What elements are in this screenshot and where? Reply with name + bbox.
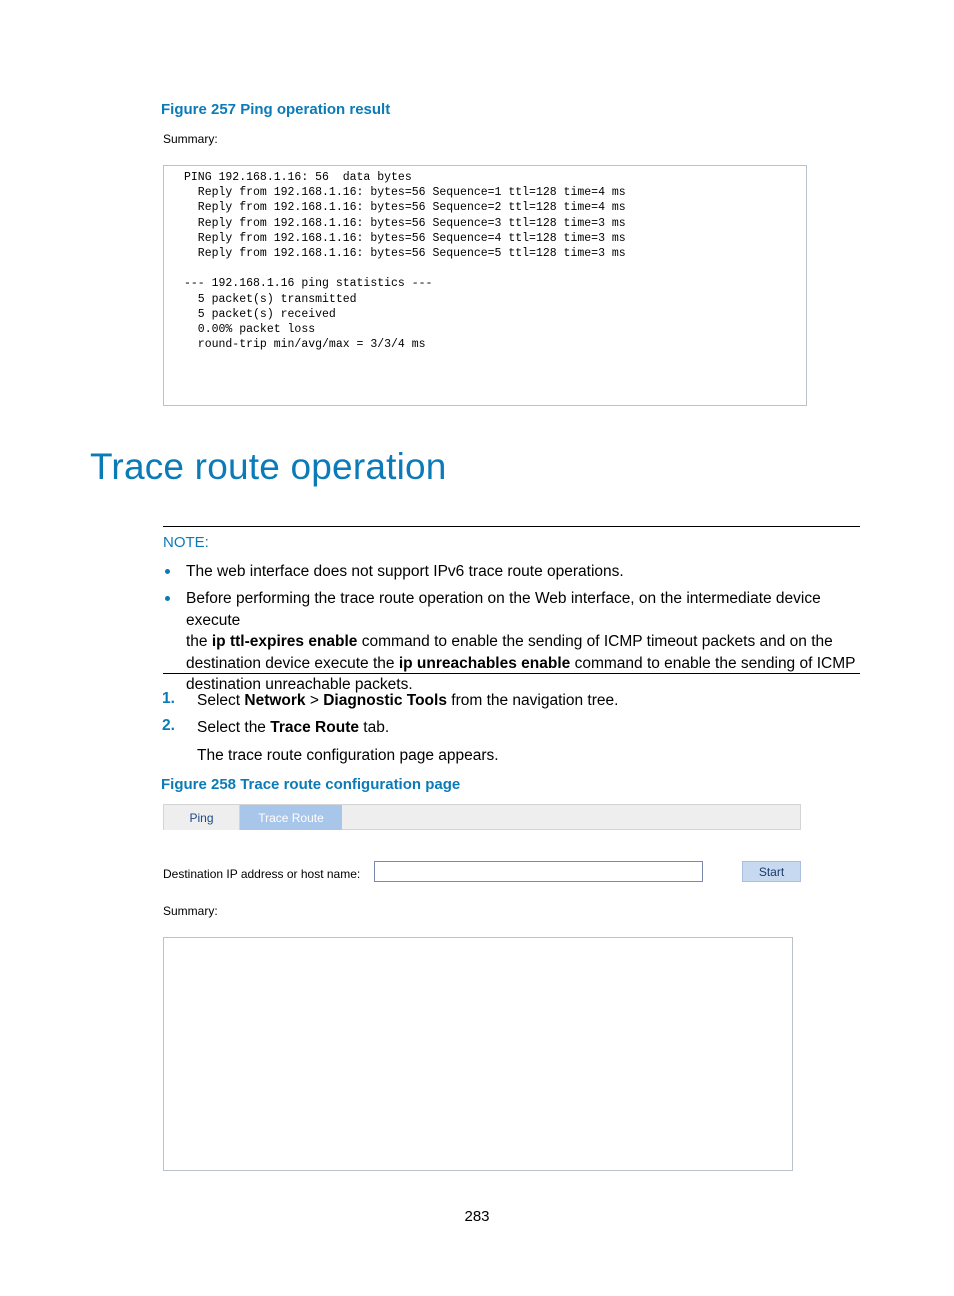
step-1-number: 1. bbox=[162, 690, 175, 707]
start-button[interactable]: Start bbox=[742, 861, 801, 882]
note-bullet-2-line-4: destination unreachable packets. bbox=[186, 676, 413, 693]
figure-257-caption: Figure 257 Ping operation result bbox=[161, 101, 391, 118]
note-bottom-rule bbox=[163, 673, 860, 674]
text: tab. bbox=[358, 719, 390, 736]
page-number: 283 bbox=[464, 1208, 490, 1225]
ping-result-text: PING 192.168.1.16: 56 data bytes Reply from 192.168.1.16: bytes=56 Sequence=1 ttl=128 time=4 ms Reply from 192.168.1.16: bytes=56 Sequence=2 ttl=128 time=4 ms Reply from 192.168.1.16: bytes=56 Sequence=3 ttl=128 time=3 ms Reply from 192.168.1.16: bytes=56 Sequence=4 ttl=128 time=3 ms Reply from 192.168.1.16: bytes=56 Sequence=5 ttl=128 time=3 ms --- 192.168.1.16 ping statistics --- 5 packet(s) transmitted 5 packet(s) received 0.00% packet loss round-trip min/avg/max = 3/3/4 ms bbox=[184, 171, 626, 352]
destination-label: Destination IP address or host name: bbox=[163, 867, 361, 881]
text: Select the bbox=[197, 719, 271, 736]
text: the bbox=[186, 633, 212, 650]
step-2-text bbox=[197, 717, 389, 739]
command-ip-unreachables: ip unreachables enable bbox=[398, 654, 571, 672]
section-title: Trace route operation bbox=[90, 446, 447, 487]
note-bullet-2 bbox=[186, 588, 866, 696]
text: Select bbox=[197, 692, 245, 709]
note-label: NOTE: bbox=[163, 534, 209, 551]
tab-bar bbox=[163, 804, 801, 830]
step-2-number: 2. bbox=[162, 717, 175, 734]
text: command to enable the sending of ICMP bbox=[570, 654, 856, 672]
command-ip-ttl-expires: ip ttl-expires enable bbox=[211, 633, 358, 650]
ping-result-console bbox=[163, 165, 807, 406]
trace-summary-box bbox=[163, 937, 793, 1171]
note-bullet-2-line-2 bbox=[186, 631, 866, 653]
step-1-text bbox=[197, 690, 618, 712]
bullet-icon bbox=[165, 596, 170, 601]
trace-summary-label: Summary: bbox=[163, 904, 218, 918]
note-bullet-1: The web interface does not support IPv6 trace route operations. bbox=[186, 563, 624, 580]
result-text: The trace route configuration page appears. bbox=[197, 747, 499, 764]
text: command to enable the sending of ICMP timeout packets and on the bbox=[357, 633, 833, 650]
note-bullet-2-line-1: Before performing the trace route operation on the Web interface, on the intermediate device execute bbox=[186, 590, 821, 629]
ping-summary-label: Summary: bbox=[163, 132, 218, 146]
text: destination device execute the bbox=[186, 654, 399, 672]
menu-network: Network bbox=[244, 692, 306, 709]
bullet-icon bbox=[165, 569, 170, 574]
text: from the navigation tree. bbox=[446, 692, 619, 709]
menu-diagnostic-tools: Diagnostic Tools bbox=[323, 692, 447, 709]
note-bullet-2-line-3 bbox=[186, 653, 866, 675]
tab-ping[interactable]: Ping bbox=[164, 805, 240, 830]
destination-input[interactable] bbox=[374, 861, 703, 882]
tab-name-trace-route: Trace Route bbox=[270, 719, 359, 736]
note-top-rule bbox=[163, 526, 860, 527]
text: > bbox=[305, 692, 324, 709]
figure-258-caption: Figure 258 Trace route configuration page bbox=[161, 776, 461, 793]
tab-trace-route[interactable]: Trace Route bbox=[240, 805, 342, 830]
